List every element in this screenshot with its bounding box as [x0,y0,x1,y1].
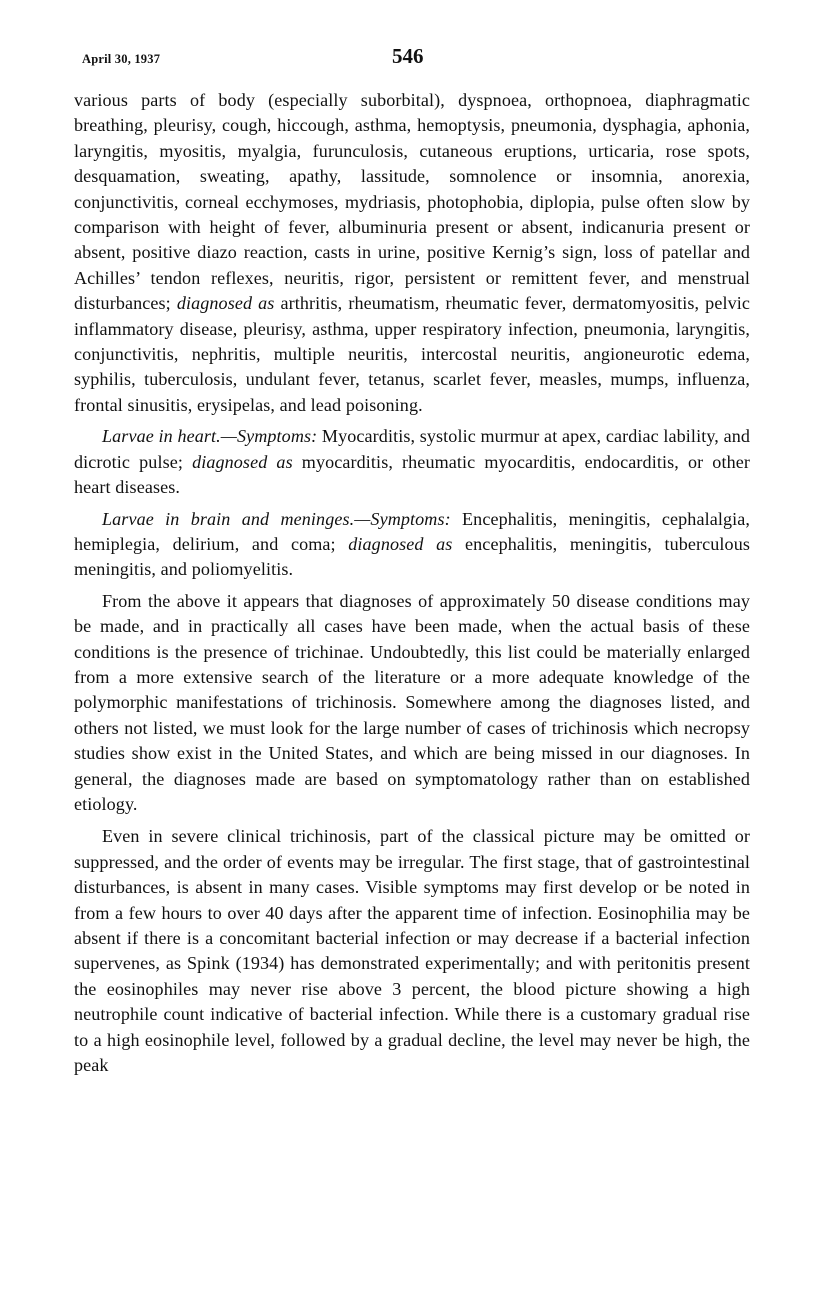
italic-heading: Larvae in heart.—Symptoms: [102,426,318,447]
italic-phrase: diagnosed as [348,533,453,554]
italic-heading: Larvae in brain and meninges.—Symptoms: [102,508,451,529]
italic-phrase: diagnosed as [192,451,293,472]
paragraph-larvae-heart [74,424,750,500]
article-body [74,88,750,1078]
paragraph-larvae-brain [74,507,750,583]
document-page [74,38,750,1078]
paragraph-text: myocarditis, rheumatic myocarditis, endocarditis, or other heart diseases. [74,451,750,498]
page-number: 546 [392,44,424,68]
paragraph-clinical-trichinosis: Even in severe clinical trichinosis, part of the classical picture may be omitted or suppressed, and the order of events may be irregular. The first stage, that of gastrointestinal disturbances, is absent in many cases. Visible symptoms may first develop or be noted in from a few hours to over 40 days after the apparent time of infection. Eosinophilia may be absent if there is a concomitant bacterial infection or may decrease if a bacterial infection supervenes, as Spink (1934) has demonstrated experimentally; and with peritonitis present the eosinophiles may never rise above 3 percent, the blood picture showing a high neutrophile count indicative of bacterial infection. While there is a customary gradual rise to a high eosinophile level, followed by a gradual decline, the level may never be high, the peak [74,826,750,1076]
paragraph-text: encephalitis, meningitis, tuberculous meningitis, and poliomyelitis. [74,533,750,580]
paragraph-text: Myocarditis, systolic murmur at apex, cardiac lability, and dicrotic pulse; [74,426,750,472]
paragraph-text: arthritis, rheumatism, rheumatic fever, dermatomyositis, pelvic inflammatory disease, pleurisy, asthma, upper respiratory infection, pneumonia, laryngitis, conjunctivitis, nephritis, multiple neuritis, intercostal neuritis, angioneurotic edema, syphilis, tuberculosis, undulant fever, tetanus, scarlet fever, measles, mumps, influenza, frontal sinusitis, erysipelas, and lead poisoning. [74,293,750,415]
paragraph-text: various parts of body (especially suborbital), dyspnoea, orthopnoea, diaphragmatic breathing, pleurisy, cough, hiccough, asthma, hemoptysis, pneumonia, dysphagia, aphonia, laryngitis, myositis, myalgia, furunculosis, cutaneous eruptions, urticaria, rose spots, desquamation, sweating, apathy, lassitude, somnolence or insomnia, anorexia, conjunctivitis, corneal ecchymoses, mydriasis, photophobia, diplopia, pulse often slow by comparison with height of fever, albuminuria present or absent, indicanuria present or absent, positive diazo reaction, casts in urine, positive Kernig’s sign, loss of patellar and Achilles’ tendon reflexes, neuritis, rigor, persistent or remittent fever, and menstrual disturbances; [74,90,750,314]
italic-phrase: diagnosed as [176,293,275,314]
paragraph-symptoms-list [74,88,750,418]
paragraph-diagnoses: From the above it appears that diagnoses of approximately 50 disease conditions may be made, and in practically all cases have been made, when the actual basis of these conditions is the presence of trichinae. Undoubtedly, this list could be materially enlarged from a more extensive search of the literature or a more adequate knowledge of the polymorphic manifestations of trichinosis. Somewhere among the diagnoses listed, and others not listed, we must look for the large number of cases of trichinosis which necropsy studies show exist in the United States, and which are being missed in our diagnoses. In general, the diagnoses made are based on symptomatology rather than on established etiology. [74,590,750,814]
paragraph-text: Encephalitis, meningitis, cephalalgia, hemiplegia, delirium, and coma; [74,508,751,554]
page-header [74,38,750,82]
header-date: April 30, 1937 [82,52,161,66]
